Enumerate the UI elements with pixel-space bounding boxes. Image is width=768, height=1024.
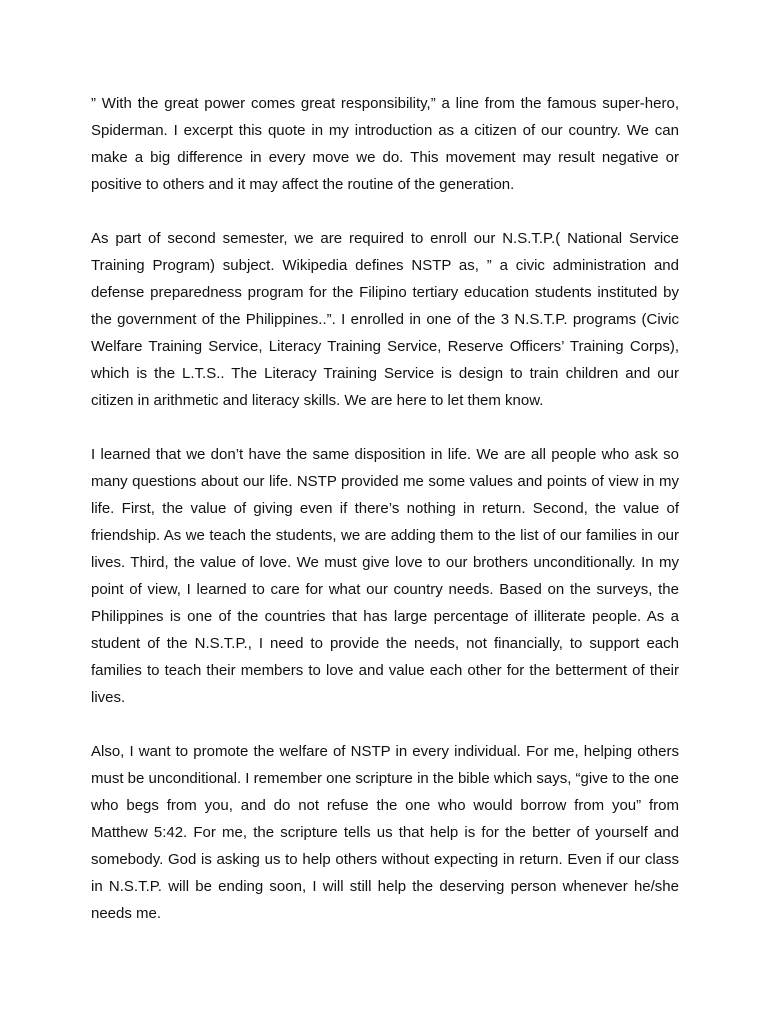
paragraph-values-learned: I learned that we don’t have the same disposition in life. We are all people who ask so many questions about our life. NSTP provided me some values and points of view in my life. First, the value of giving even if there’s nothing in return. Second, the value of friendship. As we teach the students, we are adding them to the list of our families in our lives. Third, the value of love. We must give love to our brothers unconditionally. In my point of view, I learned to care for what our country needs. Based on the surveys, the Philippines is one of the countries that has large percentage of illiterate people. As a student of the N.S.T.P., I need to provide the needs, not financially, to support each families to teach their members to love and value each other for the betterment of their lives.	[91, 446, 679, 706]
paragraph-intro: ” With the great power comes great responsibility,” a line from the famous super-hero, Spiderman. I excerpt this quote in my introduction as a citizen of our country. We can make a big difference in every move we do. This movement may result negative or positive to others and it may affect the routine of the generation.	[91, 95, 679, 193]
paragraph-promote-welfare: Also, I want to promote the welfare of NSTP in every individual. For me, helping others must be unconditional. I remember one scripture in the bible which says, “give to the one who begs from you, and do not refuse the one who would borrow from you” from Matthew 5:42. For me, the scripture tells us that help is for the better of yourself and somebody. God is asking us to help others without expecting in return. Even if our class in N.S.T.P. will be ending soon, I will still help the deserving person whenever he/she needs me.	[91, 743, 679, 922]
document-body	[91, 90, 679, 927]
paragraph-nstp-enrollment: As part of second semester, we are required to enroll our N.S.T.P.( National Service Training Program) subject. Wikipedia defines NSTP as, ” a civic administration and defense preparedness program for the Filipino tertiary education students instituted by the government of the Philippines..”. I enrolled in one of the 3 N.S.T.P. programs (Civic Welfare Training Service, Literacy Training Service, Reserve Officers’ Training Corps), which is the L.T.S.. The Literacy Training Service is design to train children and our citizen in arithmetic and literacy skills. We are here to let them know.	[91, 230, 679, 409]
